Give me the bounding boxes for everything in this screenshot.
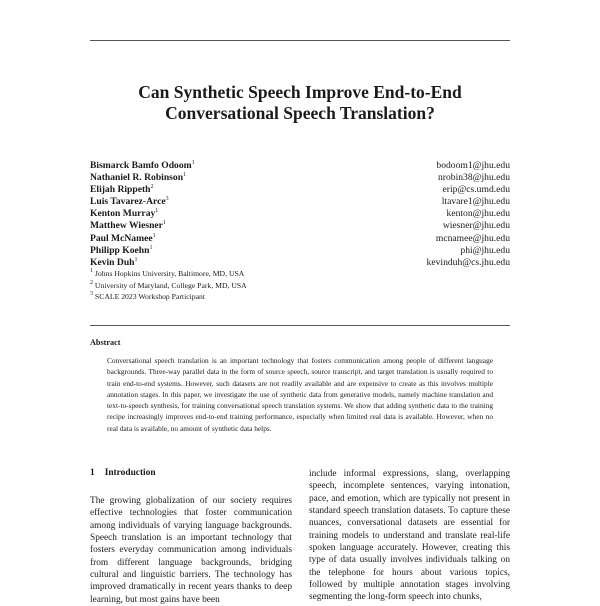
author-affiliation-marker: 3	[165, 196, 169, 203]
affiliation-number: 3	[90, 291, 93, 298]
author-name-text: Kevin Duh	[90, 256, 135, 268]
abstract-text: Conversational speech translation is an important technology that fosters communication among people of different language backgrounds. Three-way parallel data in the form of source speech, source transcript, and target translation is usually required to train end-to-end systems. However, such datasets are not readily available and are expensive to create as this involves multiple annotation stages. In this paper, we investigate the use of synthetic data from generative models, namely machine translation and text-to-speech synthesis, for training conversational speech translation systems. We show that adding synthetic data to the training recipe increasingly improves end-to-end training performance, especially when limited real data is available. However, when no real data is available, no amount of synthetic data helps.	[107, 356, 493, 433]
author-name-text: Nathaniel R. Robinson	[90, 172, 184, 184]
author-affiliation-marker: 2	[150, 184, 154, 191]
intro-right-column: include informal expressions, slang, overlapping speech, incomplete sentences, varying intonation, pace, and emotion, which are typically not present in standard speech translation datasets. To capture these nuances, conversational datasets are essential for training models to understand and translate real-life spoken language accurately. However, creating this type of data usually involves individuals talking on the telephone for hours about various topics, followed by multiple annotation stages involving segmenting the long-form speech into chunks,	[309, 469, 510, 603]
author-name	[90, 245, 290, 257]
author-affiliation-marker: 1	[183, 172, 187, 179]
separator-rule	[90, 325, 510, 326]
author-name-text: Paul McNamee	[90, 232, 153, 244]
section-title: Introduction	[104, 468, 156, 478]
title-line-2: Conversational Speech Translation?	[165, 103, 435, 123]
author-name	[90, 172, 290, 184]
author-name	[90, 233, 290, 245]
author-email[interactable]: phi@jhu.edu	[460, 244, 510, 256]
author-name	[90, 160, 290, 172]
email-list	[330, 160, 510, 269]
author-affiliation-marker: 1	[191, 160, 195, 166]
author-email[interactable]: nrobin38@jhu.edu	[438, 172, 510, 184]
author-affiliation-marker: 1	[162, 220, 166, 227]
author-name	[90, 208, 290, 220]
author-email[interactable]: wiesner@jhu.edu	[442, 220, 510, 232]
author-name	[90, 184, 290, 196]
section-number: 1	[90, 468, 95, 478]
author-email[interactable]: ltavare1@jhu.edu	[441, 196, 510, 208]
section-heading	[90, 468, 156, 478]
author-name-text: Bismarck Bamfo Odoom	[90, 160, 192, 171]
author-affiliation-marker: 1	[155, 208, 159, 215]
author-list	[90, 160, 290, 269]
author-affiliation-marker: 1	[134, 256, 138, 263]
author-name-text: Elijah Rippeth	[90, 184, 151, 196]
author-name-text: Kenton Murray	[90, 208, 156, 220]
affiliation	[90, 291, 390, 303]
author-name	[90, 196, 290, 208]
author-name	[90, 220, 290, 232]
author-email[interactable]: kevinduh@cs.jhu.edu	[426, 256, 510, 268]
author-email[interactable]: mcnamee@jhu.edu	[435, 232, 510, 244]
author-email[interactable]: kenton@jhu.edu	[446, 208, 510, 220]
author-email[interactable]: erip@cs.umd.edu	[442, 184, 510, 196]
intro-left-column: The growing globalization of our society requires effective technologies that foster communication among individuals of varying language backgrounds. Speech translation is an important technology that fosters everyday communication among individuals from different language backgrounds, bridging cultural and linguistic barriers. The technology has improved dramatically in recent years thanks to deep learning, but most gains have been	[90, 496, 292, 605]
affiliation-text: University of Maryland, College Park, MD, USA	[94, 280, 247, 290]
author-affiliation-marker: 1	[152, 232, 156, 239]
affiliation-number: 2	[90, 279, 93, 286]
affiliation	[90, 280, 390, 292]
affiliation-text: SCALE 2023 Workshop Participant	[94, 292, 205, 302]
author-email[interactable]: bodoom1@jhu.edu	[436, 160, 510, 171]
author-name-text: Luis Tavarez-Arce	[90, 196, 166, 208]
top-rule	[90, 40, 510, 41]
affiliation-number: 1	[90, 268, 93, 274]
affiliation-list	[90, 268, 390, 303]
author-name-text: Philipp Koehn	[90, 244, 150, 256]
affiliation-text: Johns Hopkins University, Baltimore, MD, USA	[94, 269, 245, 278]
title-line-1: Can Synthetic Speech Improve End-to-End	[138, 82, 462, 102]
affiliation	[90, 268, 390, 280]
author-name-text: Matthew Wiesner	[90, 220, 163, 232]
author-affiliation-marker: 1	[149, 244, 153, 251]
abstract-heading: Abstract	[90, 338, 121, 347]
paper-title	[60, 82, 540, 124]
